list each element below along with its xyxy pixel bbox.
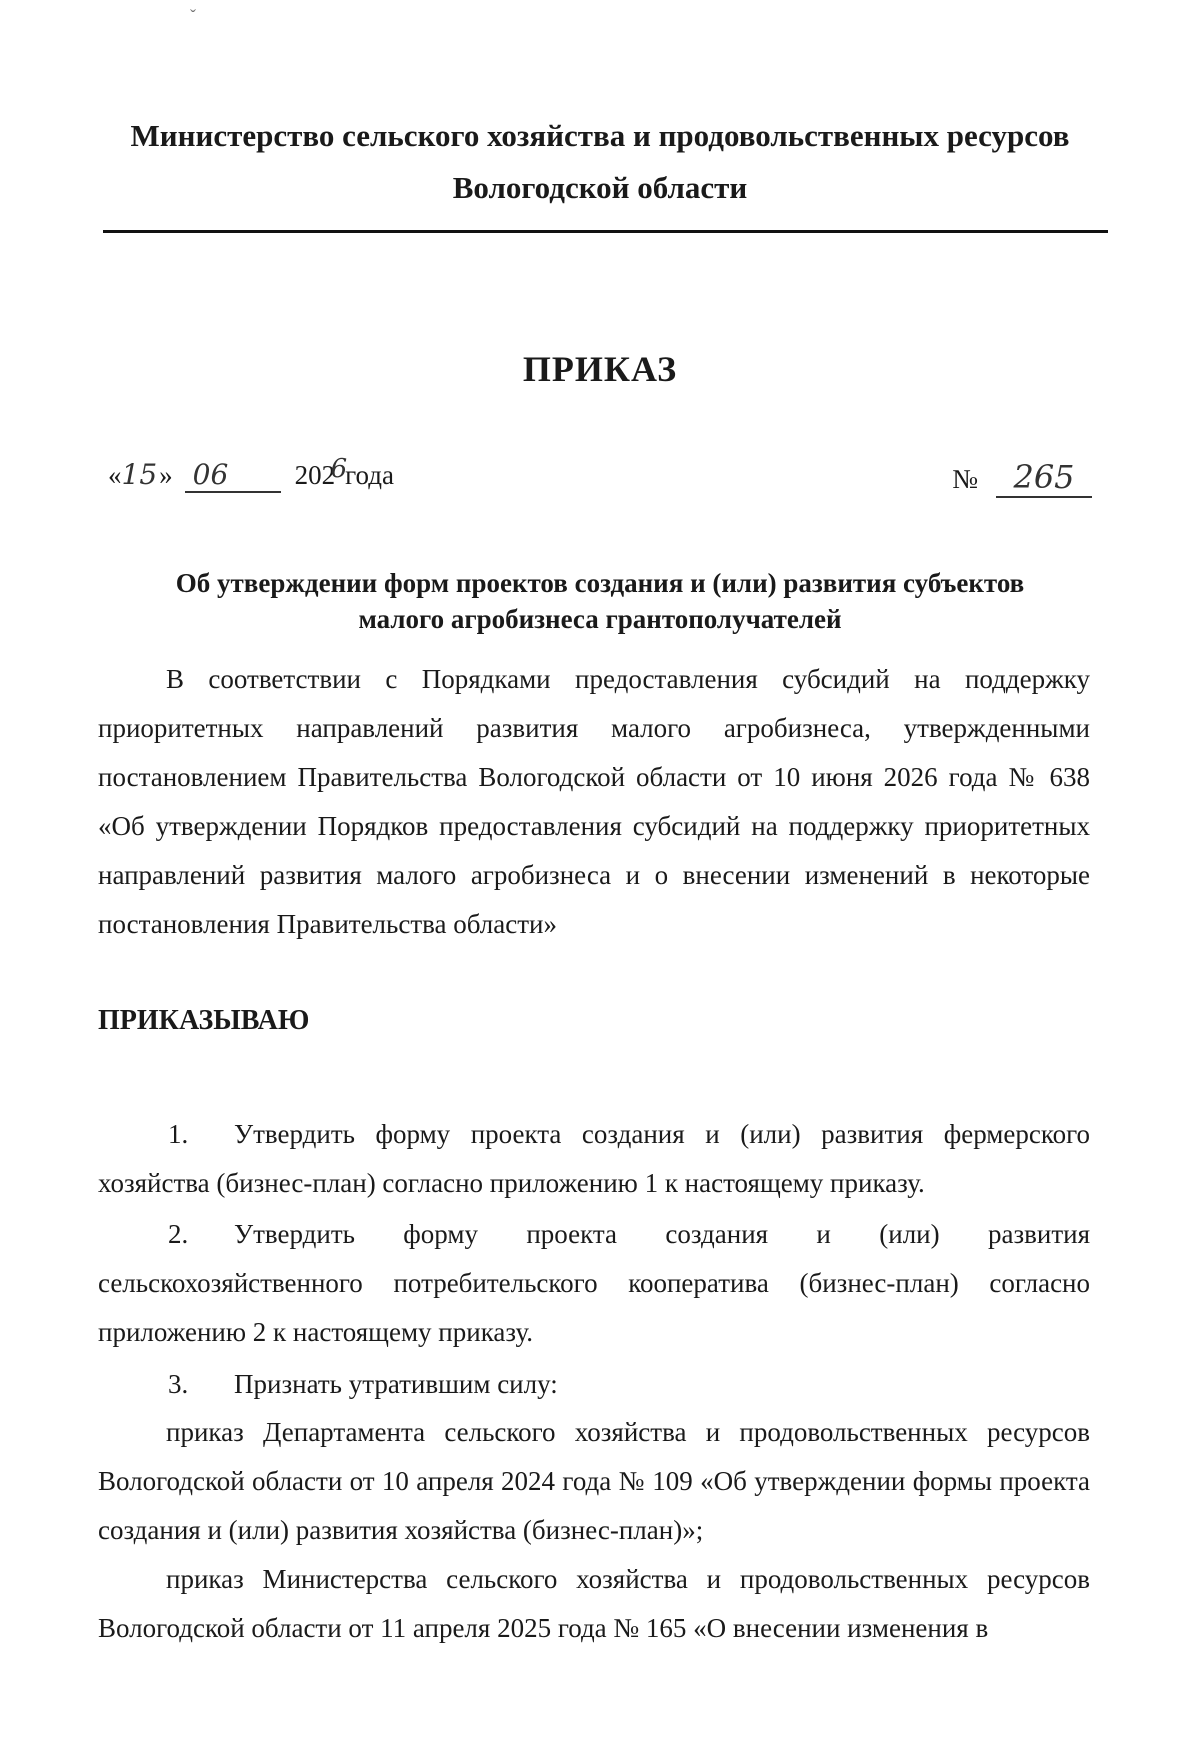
order-item-2 [98, 1210, 1090, 1357]
date-day-handwritten: 15 [121, 458, 158, 491]
ministry-name-line1: Министерство сельского хозяйства и продовольственных ресурсов [130, 118, 1070, 153]
number-label: № [952, 464, 978, 494]
header-rule [103, 230, 1108, 233]
date-month-handwritten: 06 [185, 458, 281, 493]
scan-speck: ˇ [190, 6, 196, 26]
date-open-quote: « [108, 460, 122, 490]
item-number: 1. [168, 1119, 189, 1149]
item-text: Утвердить форму проекта создания и (или) развития фермерского хозяйства (бизнес-план) согласно приложению 1 к настоящему приказу. [98, 1119, 1090, 1198]
repealed-order-2: приказ Министерства сельского хозяйства и продовольственных ресурсов Вологодской области от 11 апреля 2025 года № 165 «О внесении изменения в [98, 1564, 1090, 1643]
order-item-3 [98, 1360, 1090, 1409]
item-number: 3. [168, 1369, 189, 1399]
order-date [108, 454, 394, 493]
number-handwritten: 265 [996, 458, 1092, 498]
order-verb: ПРИКАЗЫВАЮ [98, 1005, 310, 1036]
date-suffix: года [345, 460, 394, 490]
date-year-handwritten: 6 [330, 454, 348, 484]
date-year-printed: 202 [294, 460, 336, 490]
date-year [294, 454, 348, 491]
date-close-quote: » [159, 460, 173, 490]
item-text: Утвердить форму проекта создания и (или) развития сельскохозяйственного потребительского кооператива (бизнес-план) согласно приложению 2 к настоящему приказу. [98, 1219, 1090, 1347]
item-text: Признать утратившим силу: [234, 1369, 558, 1399]
repealed-order-1: приказ Департамента сельского хозяйства и продовольственных ресурсов Вологодской области от 10 апреля 2024 года № 109 «Об утверждении формы проекта создания и (или) развития хозяйства (бизнес-план)»; [98, 1417, 1090, 1545]
order-subject: Об утверждении форм проектов создания и (или) развития субъектов малого агробизнеса грантополучателей [175, 568, 1025, 634]
order-item-1 [98, 1110, 1090, 1208]
preamble-paragraph: В соответствии с Порядками предоставления субсидий на поддержку приоритетных направлений развития малого агробизнеса, утвержденными постановлением Правительства Вологодской области от 10 июня 2026 года № 638 «Об утверждении Порядков предоставления субсидий на поддержку приоритетных направлений развития малого агробизнеса и о внесении изменений в некоторые постановления Правительства области» [98, 664, 1090, 939]
item-number: 2. [168, 1219, 189, 1249]
ministry-name-line2: Вологодской области [452, 170, 748, 205]
document-title: ПРИКАЗ [522, 349, 678, 389]
order-number [952, 458, 1092, 498]
